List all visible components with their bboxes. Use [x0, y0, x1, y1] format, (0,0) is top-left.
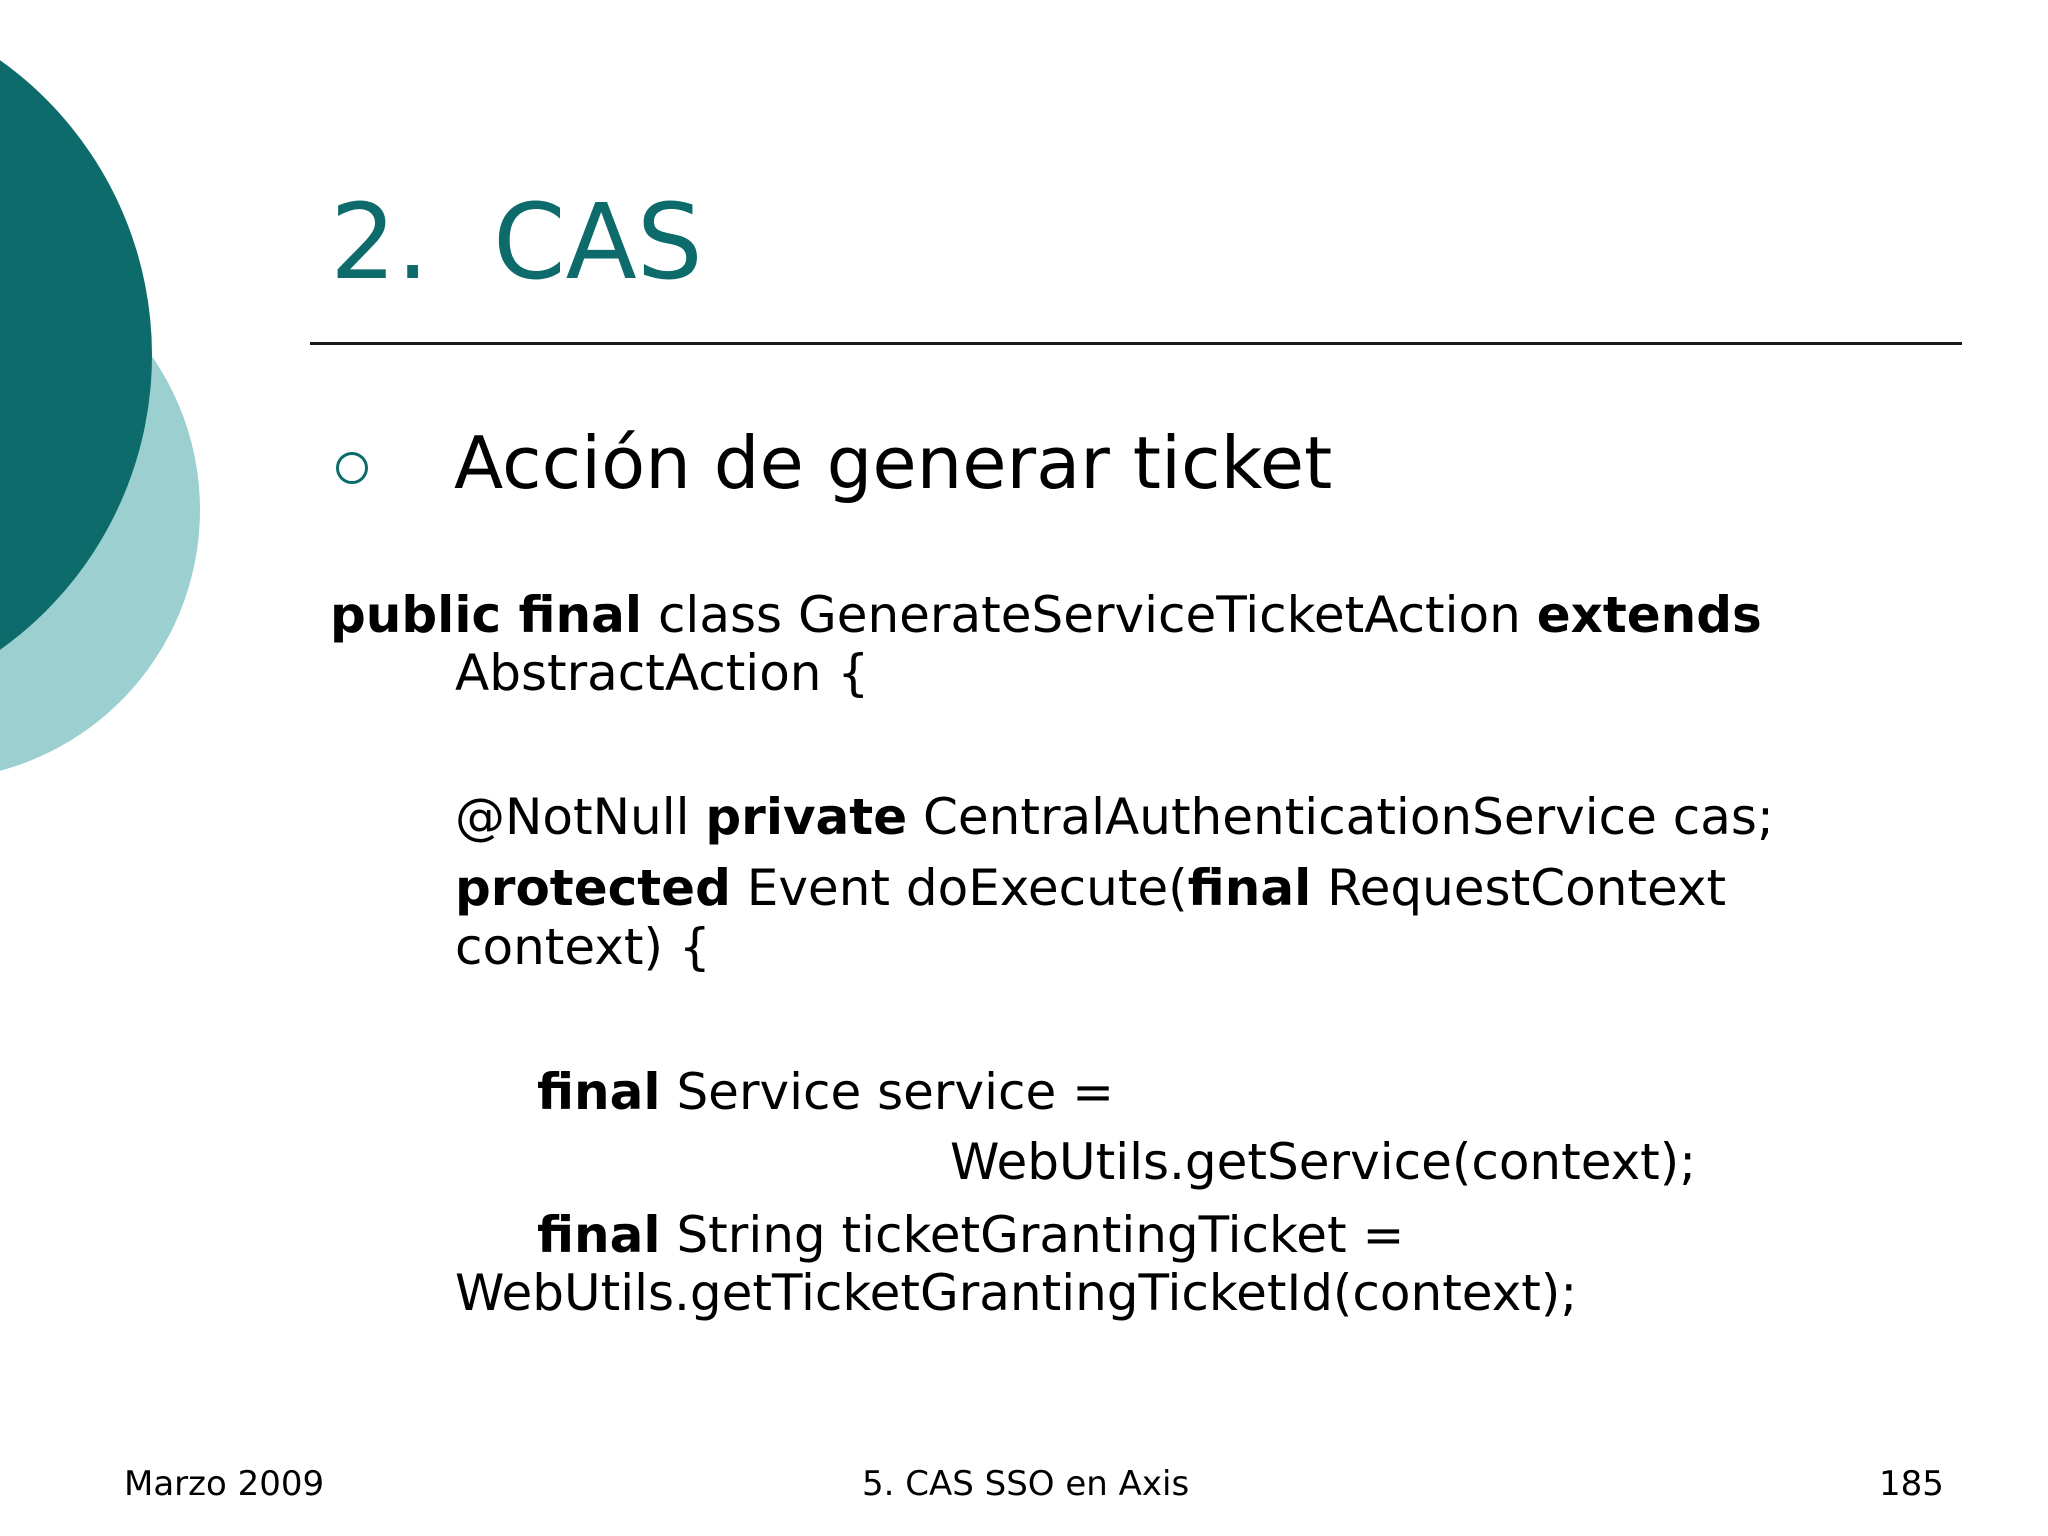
hollow-circle-bullet-icon — [336, 452, 368, 484]
bullet-text: Acción de generar ticket — [454, 421, 1333, 505]
footer-date: Marzo 2009 — [124, 1464, 325, 1504]
code-keyword: protected — [455, 859, 731, 917]
code-line-6 — [537, 1063, 1115, 1121]
code-keyword: public final — [330, 586, 643, 644]
title-number: 2. — [330, 181, 430, 303]
code-line-1 — [330, 586, 1762, 644]
code-line-9 — [455, 1264, 1578, 1322]
code-text: class GenerateServiceTicketAction — [642, 586, 1537, 644]
code-text: AbstractAction { — [455, 644, 870, 702]
code-text: Service service = — [660, 1063, 1115, 1121]
code-line-3 — [455, 788, 1774, 846]
decorative-circles — [0, 0, 210, 820]
title-text: CAS — [493, 181, 703, 303]
slide-title — [330, 181, 703, 303]
code-keyword: final — [1187, 859, 1312, 917]
code-keyword: final — [537, 1063, 661, 1121]
footer-section: 5. CAS SSO en Axis — [862, 1464, 1190, 1504]
code-line-5 — [455, 918, 711, 976]
code-line-8 — [537, 1206, 1405, 1264]
code-text: Event doExecute( — [730, 859, 1188, 917]
code-text: RequestContext — [1311, 859, 1727, 917]
code-text: WebUtils.getTicketGrantingTicketId(context); — [455, 1264, 1578, 1322]
code-keyword: final — [537, 1206, 661, 1264]
code-keyword: extends — [1536, 586, 1762, 644]
code-text: context) { — [455, 918, 711, 976]
code-text: WebUtils.getService(context); — [950, 1133, 1697, 1191]
code-line-4 — [455, 859, 1727, 917]
code-line-7 — [950, 1133, 1697, 1191]
code-text: @NotNull — [455, 788, 706, 846]
code-text: CentralAuthenticationService cas; — [907, 788, 1774, 846]
code-line-2 — [455, 644, 870, 702]
code-keyword: private — [705, 788, 908, 846]
title-divider — [310, 342, 1962, 345]
footer-page-number: 185 — [1879, 1464, 1944, 1504]
code-text: String ticketGrantingTicket = — [660, 1206, 1405, 1264]
